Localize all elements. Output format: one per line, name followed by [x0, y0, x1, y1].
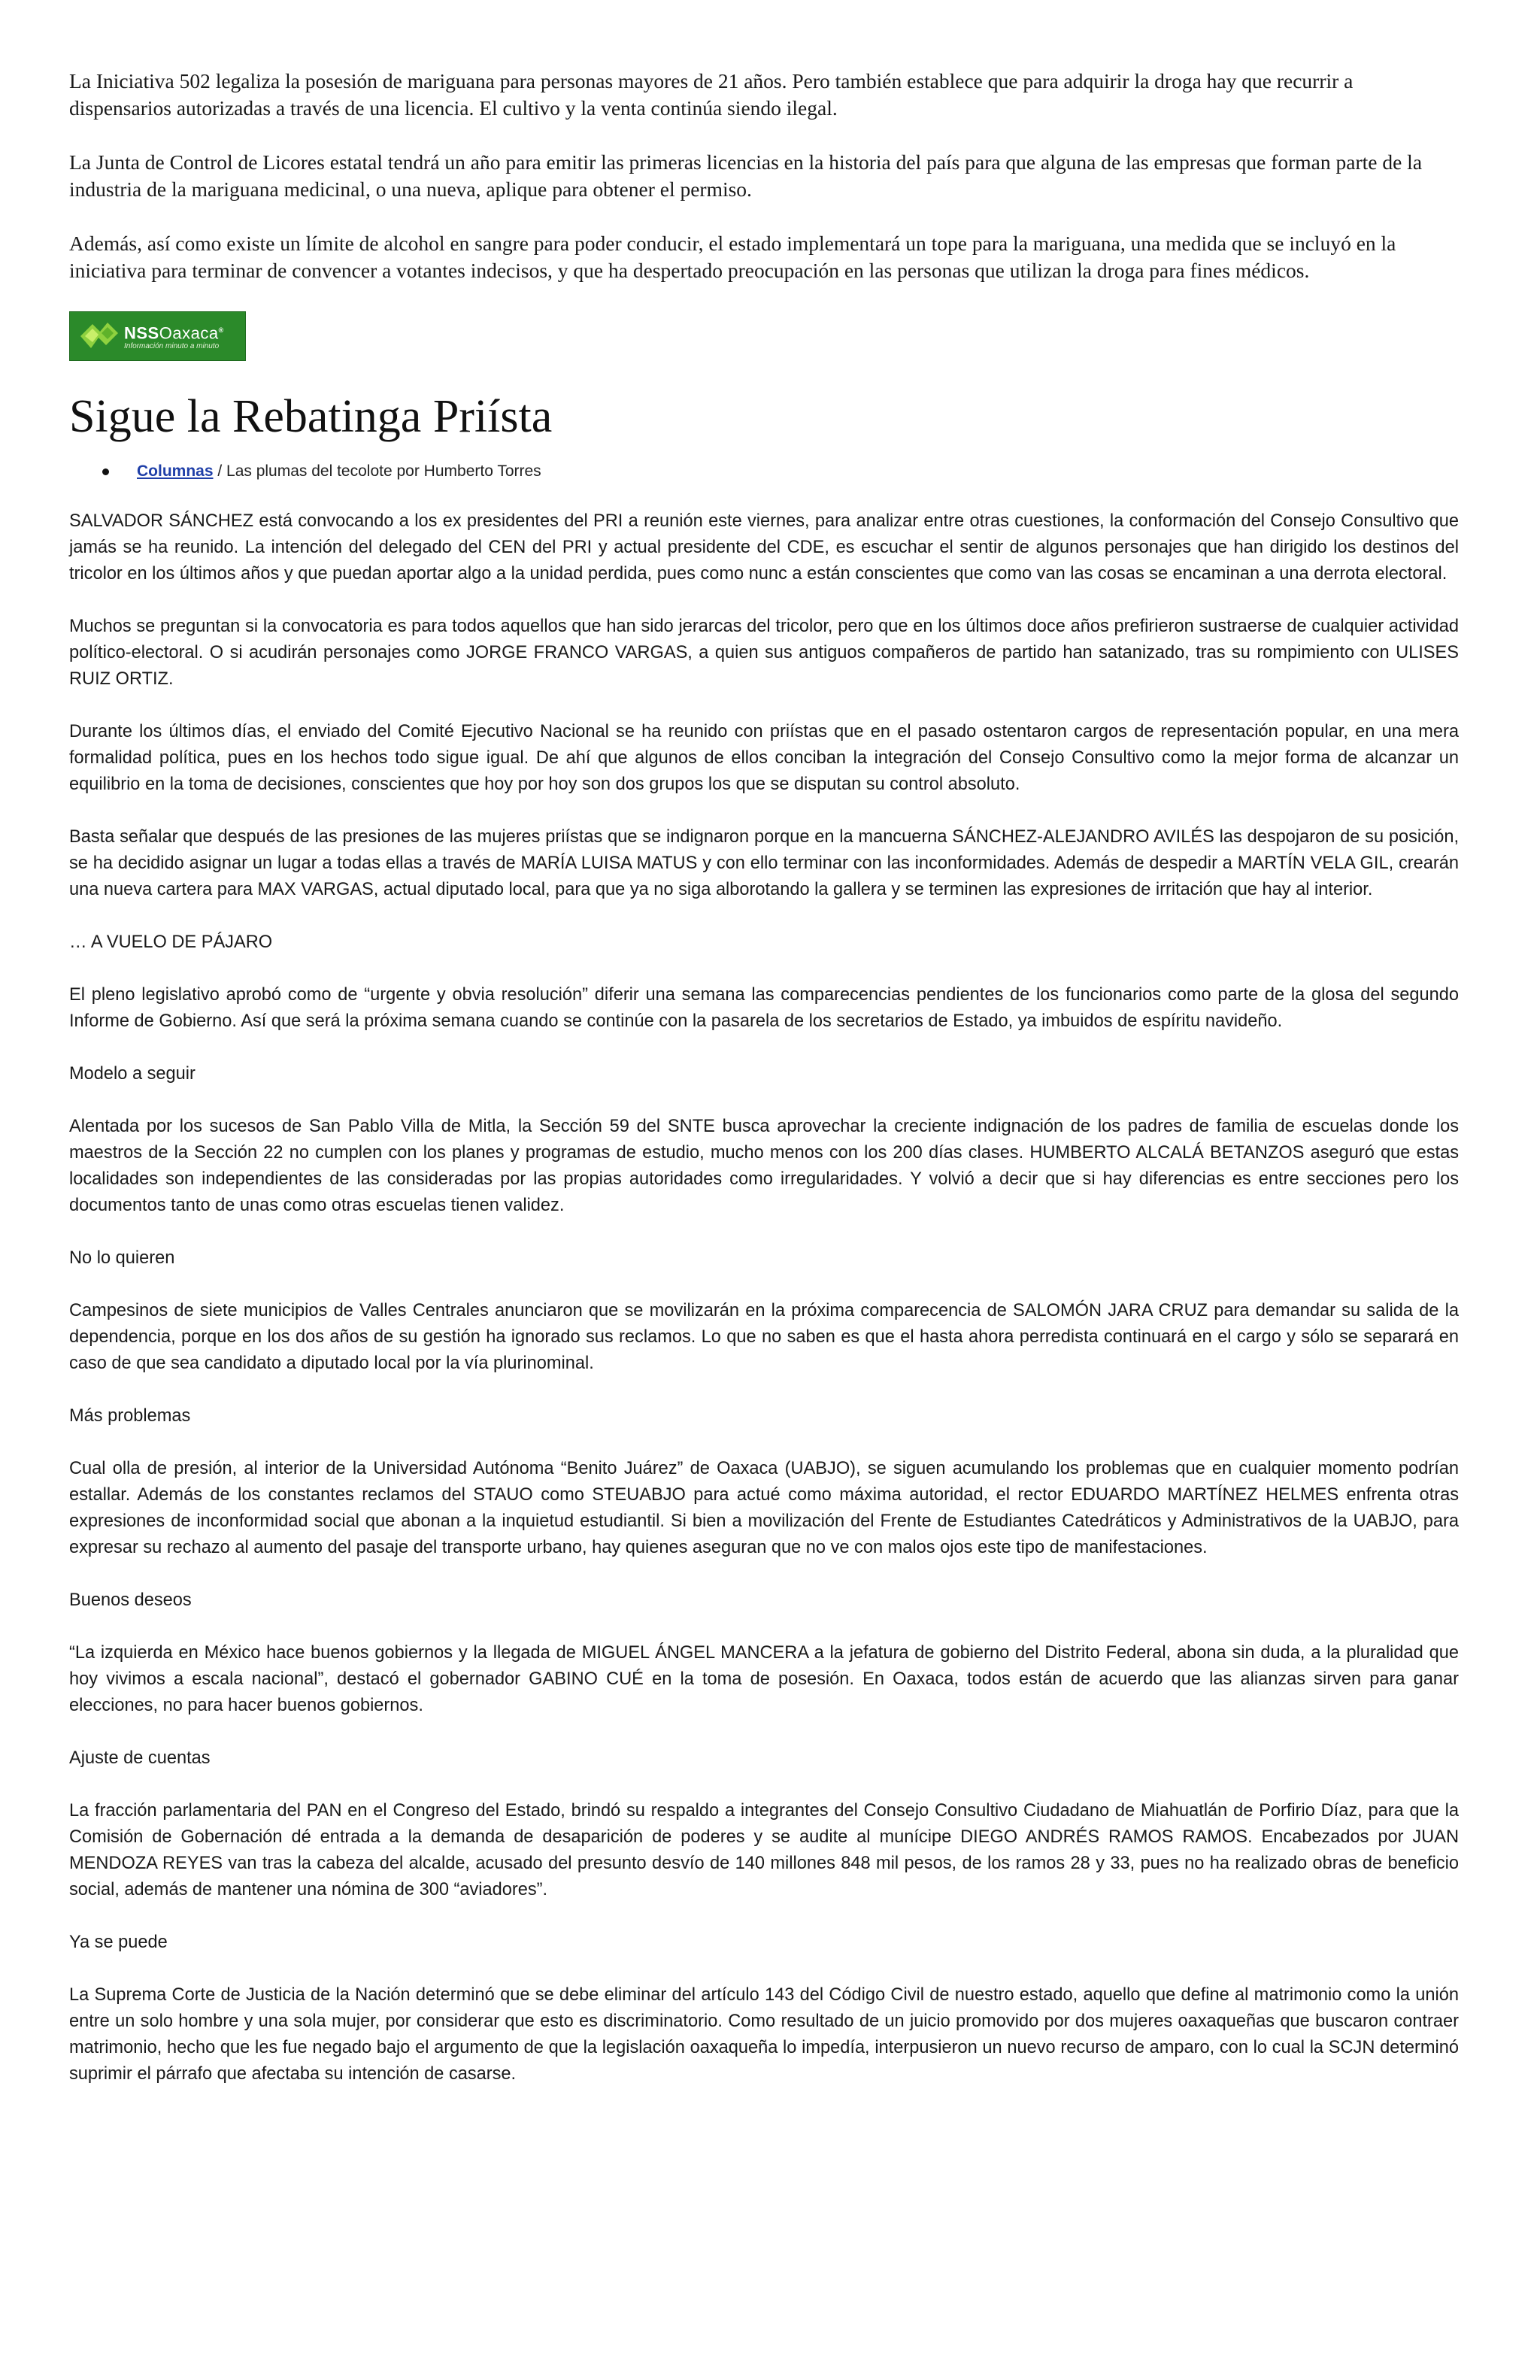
category-link[interactable]: Columnas: [137, 462, 214, 480]
section-heading: Más problemas: [69, 1406, 191, 1426]
section-heading: Ajuste de cuentas: [69, 1748, 211, 1768]
body-paragraph: La fracción parlamentaria del PAN en el Congreso del Estado, brindó su respaldo a integrantes del Consejo Consultivo Ciudadano de Miahuatlán de Porfirio Díaz, para que la Comisión de Gobernación dé entrada a la demanda de desaparición de poderes y se audite al munícipe DIEGO ANDRÉS RAMOS RAMOS. Encabezados por JUAN MENDOZA REYES van tras la cabeza del alcalde, acusado del presunto desvío de 140 millones 848 mil pesos, de los ramos 28 y 33, pues no ha realizado obras de beneficio social, además de mantener una nómina de 300 “aviadores”.: [69, 1801, 1459, 1899]
intro-paragraph: Además, así como existe un límite de alcohol en sangre para poder conducir, el estado implementará un tope para la mariguana, una medida que se incluyó en la iniciativa para terminar de convencer a votantes indecisos, y que ha despertado preocupación en las personas que utilizan la droga para fines médicos.: [69, 232, 1396, 282]
intro-paragraph: La Iniciativa 502 legaliza la posesión de mariguana para personas mayores de 21 años. Pero también establece que para adquirir la droga hay que recurrir a dispensarios autorizadas a través de una licencia. El cultivo y la venta continúa siendo ilegal.: [69, 69, 1354, 120]
site-logo[interactable]: [69, 311, 246, 361]
article-title: Sigue la Rebatinga Priísta: [69, 391, 553, 442]
section-heading: Buenos deseos: [69, 1590, 192, 1610]
intro-paragraph: La Junta de Control de Licores estatal tendrá un año para emitir las primeras licencias en la historia del país para que alguna de las empresas que forman parte de la industria de la mariguana medicinal, o una nueva, aplique para obtener el permiso.: [69, 150, 1423, 201]
byline: / Las plumas del tecolote por Humberto Torres: [213, 462, 541, 480]
green-leaf-logo-icon: [77, 320, 121, 353]
section-heading: Modelo a seguir: [69, 1064, 196, 1084]
body-paragraph: La Suprema Corte de Justicia de la Nación determinó que se debe eliminar del artículo 143 del Código Civil de nuestro estado, aquello que define al matrimonio como la unión entre un solo hombre y una sola mujer, por considerar que esto es discriminatorio. Como resultado de un juicio promovido por dos mujeres oaxaqueñas que buscaron contraer matrimonio, hecho que les fue negado bajo el argumento de que la legislación oaxaqueña lo impedía, interpusieron un nuevo recurso de amparo, con lo cual la SCJN determinó suprimir el párrafo que afectaba su intención de casarse.: [69, 1985, 1459, 2084]
body-paragraph: Basta señalar que después de las presiones de las mujeres priístas que se indignaron porque en la mancuerna SÁNCHEZ-ALEJANDRO AVILÉS las despojaron de su posición, se ha decidido asignar un lugar a todas ellas a través de MARÍA LUISA MATUS y con ello terminar con las inconformidades. Además de despedir a MARTÍN VELA GIL, crearán una nueva cartera para MAX VARGAS, actual diputado local, para que ya no siga alborotando la gallera y se terminen las expresiones de irritación que hay al interior.: [69, 827, 1459, 899]
category-item: [102, 460, 1459, 483]
section-heading: … A VUELO DE PÁJARO: [69, 932, 273, 952]
article-body: [69, 508, 1459, 2087]
page: [69, 68, 1459, 2114]
body-paragraph: “La izquierda en México hace buenos gobiernos y la llegada de MIGUEL ÁNGEL MANCERA a la jefatura de gobierno del Distrito Federal, abona sin duda, a la pluralidad que hoy vivimos a escala nacional”, destacó el gobernador GABINO CUÉ en la toma de posesión. En Oaxaca, todos están de acuerdo que las alianzas sirven para ganar elecciones, no para hacer buenos gobiernos.: [69, 1643, 1459, 1715]
section-heading: No lo quieren: [69, 1248, 175, 1268]
section-heading: Ya se puede: [69, 1933, 168, 1952]
body-paragraph: Durante los últimos días, el enviado del Comité Ejecutivo Nacional se ha reunido con priístas que en el pasado ostentaron cargos de representación popular, en una mera formalidad política, pues en los hechos todo sigue igual. De ahí que algunos de ellos conciban la integración del Consejo Consultivo como la mejor forma de alcanzar un equilibrio en la toma de decisiones, conscientes que hoy por hoy son dos grupos los que se disputan su control absoluto.: [69, 722, 1459, 794]
intro-section: [69, 68, 1459, 284]
body-paragraph: Alentada por los sucesos de San Pablo Villa de Mitla, la Sección 59 del SNTE busca aprovechar la creciente indignación de los padres de familia de escuelas donde los maestros de la Sección 22 no cumplen con los planes y programas de estudio, mucho menos con los 200 días clases. HUMBERTO ALCALÁ BETANZOS aseguró que estas localidades son independientes de las consideradas por las propias autoridades como irregularidades. Y volvió a decir que si hay diferencias es entre secciones pero los documentos tanto de unas como otras escuelas tienen validez.: [69, 1117, 1459, 1215]
body-paragraph: Campesinos de siete municipios de Valles Centrales anunciaron que se movilizarán en la próxima comparecencia de SALOMÓN JARA CRUZ para demandar su salida de la dependencia, porque en los dos años de su gestión ha ignorado sus reclamos. Lo que no saben es que el hasta ahora perredista continuará en el cargo y sólo se separará en caso de que sea candidato a diputado local por la vía plurinominal.: [69, 1301, 1459, 1373]
body-paragraph: SALVADOR SÁNCHEZ está convocando a los ex presidentes del PRI a reunión este viernes, para analizar entre otras cuestiones, la conformación del Consejo Consultivo que jamás se ha reunido. La intención del delegado del CEN del PRI y actual presidente del CDE, es escuchar el sentir de algunos personajes que han dirigido los destinos del tricolor en los últimos años y que puedan aportar algo a la unidad perdida, pues como nunc a están conscientes que como van las cosas se encaminan a una derrota electoral.: [69, 511, 1459, 584]
logo-wordmark: NSSOaxaca®: [124, 323, 224, 343]
body-paragraph: Cual olla de presión, al interior de la Universidad Autónoma “Benito Juárez” de Oaxaca (UABJO), se siguen acumulando los problemas que en cualquier momento podrían estallar. Además de los constantes reclamos del STAUO como STEUABJO para actué como máxima autoridad, el rector EDUARDO MARTÍNEZ HELMES enfrenta otras expresiones de inconformidad social que abonan a la inquietud estudiantil. Si bien a movilización del Frente de Estudiantes Catedráticos y Administrativos de la UABJO, para expresar su rechazo al aumento del pasaje del transporte urbano, hay quienes aseguran que no ve con malos ojos este tipo de manifestaciones.: [69, 1459, 1459, 1557]
logo-tagline: Información minuto a minuto: [124, 342, 220, 351]
body-paragraph: El pleno legislativo aprobó como de “urgente y obvia resolución” diferir una semana las comparecencias pendientes de los funcionarios como parte de la glosa del segundo Informe de Gobierno. Así que será la próxima semana cuando se continúe con la pasarela de los secretarios de Estado, ya imbuidos de espíritu navideño.: [69, 985, 1459, 1031]
article-meta: [69, 460, 1459, 483]
body-paragraph: Muchos se preguntan si la convocatoria es para todos aquellos que han sido jerarcas del tricolor, pero que en los últimos doce años prefirieron sustraerse de cualquier actividad político-electoral. O si acudirán personajes como JORGE FRANCO VARGAS, a quien sus antiguos compañeros de partido han satanizado, tras su rompimiento con ULISES RUIZ ORTIZ.: [69, 617, 1459, 689]
